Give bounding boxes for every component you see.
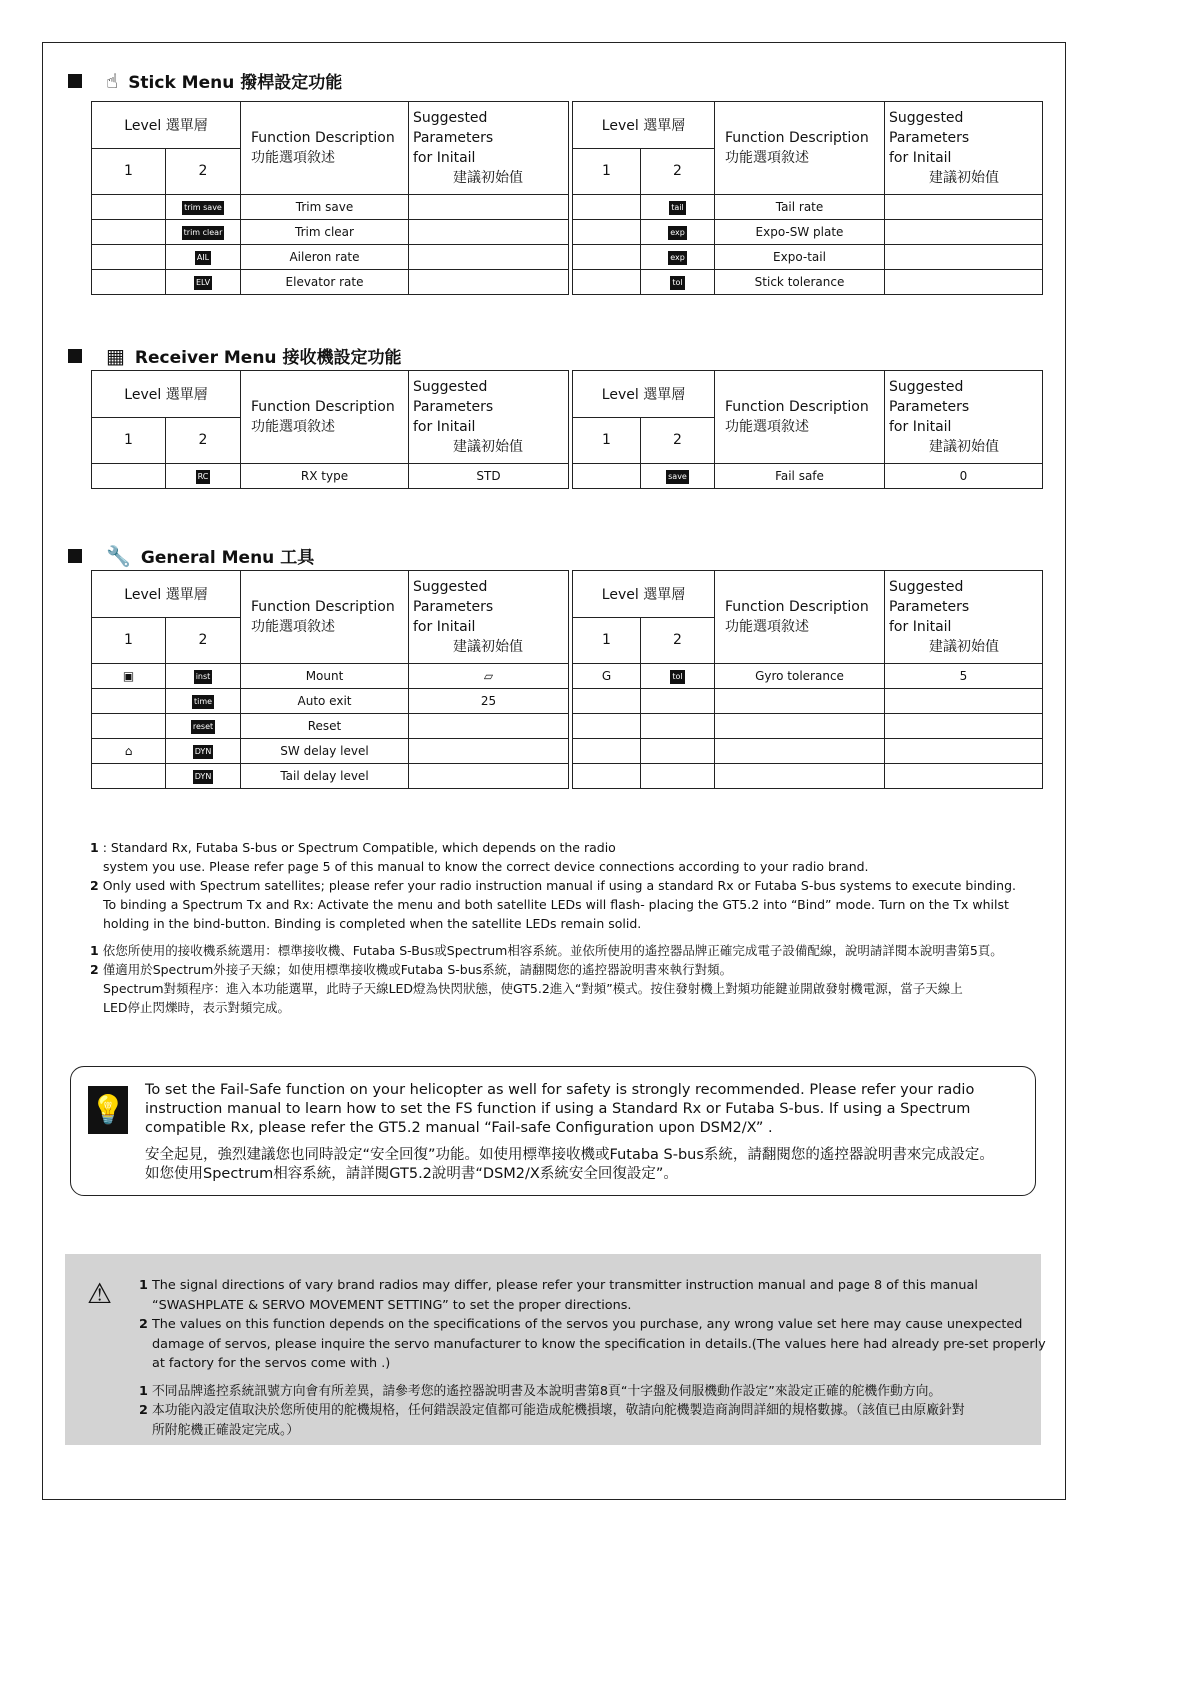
level-2-cell — [166, 245, 241, 270]
level-header: Level 選單層 — [92, 102, 241, 149]
general-left-table — [91, 570, 569, 789]
suggested-parameters-header — [885, 371, 1043, 464]
table-row — [573, 270, 1043, 295]
menu-icon: trim save — [182, 201, 224, 215]
function-name: Aileron rate — [241, 245, 409, 270]
table-row — [573, 195, 1043, 220]
desc-en: Function Description — [725, 599, 869, 615]
table-row — [92, 220, 569, 245]
function-name: Expo-SW plate — [715, 220, 885, 245]
suggested-parameters-header — [409, 371, 569, 464]
note-number: 1 — [90, 943, 99, 958]
parameter-value — [409, 245, 569, 270]
function-name — [715, 714, 885, 739]
function-description-header — [715, 571, 885, 664]
level-2-cell — [641, 464, 715, 489]
menu-icon: DYN — [193, 745, 214, 759]
level-header: Level 選單層 — [573, 102, 715, 149]
desc-en: Function Description — [251, 130, 395, 146]
note-line — [139, 1296, 1046, 1316]
parameter-value — [409, 270, 569, 295]
level-2-header: 2 — [641, 417, 715, 464]
par-en2: for Initail — [413, 419, 476, 435]
desc-en: Function Description — [251, 399, 395, 415]
note-line — [90, 876, 1050, 895]
parameter-value — [885, 220, 1043, 245]
table-row — [92, 689, 569, 714]
desc-cn: 功能選項敘述 — [251, 150, 335, 166]
parameter-value — [885, 714, 1043, 739]
par-en2: for Initail — [413, 619, 476, 635]
level-1-header: 1 — [92, 417, 166, 464]
table-row — [92, 764, 569, 789]
menu-icon: reset — [191, 720, 215, 734]
note-text: 依您所使用的接收機系統選用：標準接收機、Futaba S-Bus或Spectrum相容系統。並依所使用的遙控器品牌正確完成電子設備配線，說明請詳閱本說明書第5頁。 — [102, 943, 1003, 958]
bullet-square — [68, 349, 82, 363]
level-1-icon: G — [573, 664, 641, 689]
level-1-icon — [573, 464, 641, 489]
function-name: Elevator rate — [241, 270, 409, 295]
note-text: 本功能內設定值取決於您所使用的舵機規格，任何錯誤設定值都可能造成舵機損壞，敬請向舵機製造商詢問詳細的規格數據。（該值已由原廠針對 — [151, 1403, 965, 1418]
level-2-header: 2 — [641, 617, 715, 664]
note-line — [139, 1382, 1046, 1402]
menu-icon: ELV — [194, 276, 212, 290]
level-1-icon — [573, 195, 641, 220]
warning-box — [65, 1254, 1046, 1445]
note-number: 1 — [139, 1278, 148, 1293]
level-2-cell — [166, 220, 241, 245]
desc-en: Function Description — [725, 130, 869, 146]
par-en1: Suggested Parameters — [889, 579, 970, 615]
level-1-icon — [92, 220, 166, 245]
desc-cn: 功能選項敘述 — [725, 619, 809, 635]
level-1-icon: ▣ — [92, 664, 166, 689]
note-number: 2 — [139, 1317, 148, 1332]
level-2-cell — [166, 195, 241, 220]
par-cn: 建議初始值 — [929, 639, 999, 655]
note-text: Only used with Spectrum satellites; please refer your radio instruction manual if using a standard Rx or Futaba S-bus systems to execute binding. — [102, 878, 1016, 893]
level-header: Level 選單層 — [573, 571, 715, 618]
function-name: Tail rate — [715, 195, 885, 220]
receiver-menu-heading — [68, 343, 401, 368]
menu-icon: tail — [669, 201, 685, 215]
function-description-header — [715, 371, 885, 464]
function-name: SW delay level — [241, 739, 409, 764]
level-header: Level 選單層 — [92, 371, 241, 418]
section-title: General Menu 工具 — [140, 548, 315, 568]
function-name: Trim save — [241, 195, 409, 220]
stick-icon: ☝ — [106, 68, 119, 93]
receiver-icon: ▦ — [106, 343, 125, 368]
menu-icon: AIL — [195, 251, 211, 265]
level-1-icon — [573, 245, 641, 270]
note-text: holding in the bind-button. Binding is completed when the satellite LEDs remain solid. — [103, 916, 642, 931]
level-1-icon — [92, 764, 166, 789]
table-row — [92, 195, 569, 220]
level-2-header: 2 — [166, 417, 241, 464]
level-1-icon — [92, 464, 166, 489]
level-1-header: 1 — [92, 148, 166, 195]
general-menu-heading — [68, 543, 314, 568]
note-line — [90, 979, 1050, 998]
menu-icon: tol — [670, 670, 684, 684]
function-name: Fail safe — [715, 464, 885, 489]
level-1-icon — [573, 764, 641, 789]
parameter-value — [409, 220, 569, 245]
level-2-header: 2 — [641, 148, 715, 195]
suggested-parameters-header — [885, 571, 1043, 664]
parameter-value — [409, 195, 569, 220]
note-line — [139, 1315, 1046, 1335]
parameter-value: 0 — [885, 464, 1043, 489]
function-name: Tail delay level — [241, 764, 409, 789]
par-en2: for Initail — [889, 150, 952, 166]
table-row — [573, 464, 1043, 489]
note-text: The values on this function depends on the specifications of the servos you purchase, any wrong value set here may cause unexpected — [151, 1317, 1023, 1332]
section-title: Receiver Menu 接收機設定功能 — [134, 348, 402, 368]
suggested-parameters-header — [409, 102, 569, 195]
parameter-value — [409, 714, 569, 739]
level-1-header: 1 — [92, 617, 166, 664]
note-line — [90, 838, 1050, 857]
level-2-header: 2 — [166, 148, 241, 195]
desc-cn: 功能選項敘述 — [725, 150, 809, 166]
note-text: system you use. Please refer page 5 of this manual to know the correct device connections according to your radio brand. — [103, 859, 869, 874]
function-name: Trim clear — [241, 220, 409, 245]
level-1-icon — [92, 195, 166, 220]
parameter-value: STD — [409, 464, 569, 489]
par-en2: for Initail — [889, 419, 952, 435]
note-line — [90, 857, 1050, 876]
function-name: Mount — [241, 664, 409, 689]
parameter-value — [885, 270, 1043, 295]
level-2-cell — [166, 764, 241, 789]
note-text: : Standard Rx, Futaba S-bus or Spectrum Compatible, which depends on the radio — [102, 840, 616, 855]
suggested-parameters-header — [885, 102, 1043, 195]
table-row — [573, 714, 1043, 739]
note-line — [139, 1276, 1046, 1296]
note-line — [139, 1335, 1046, 1355]
warning-icon: ⚠ — [87, 1277, 113, 1310]
function-name — [715, 764, 885, 789]
suggested-parameters-header — [409, 571, 569, 664]
menu-icon: time — [192, 695, 214, 709]
footnotes — [90, 838, 1050, 1017]
function-name — [715, 739, 885, 764]
table-row — [92, 464, 569, 489]
table-row — [92, 245, 569, 270]
failsafe-line: To set the Fail-Safe function on your helicopter as well for safety is strongly recommended. Please refer your radio — [145, 1082, 975, 1098]
note-text: at factory for the servos come with .) — [152, 1356, 391, 1371]
level-1-icon — [573, 270, 641, 295]
level-2-cell — [166, 270, 241, 295]
level-2-cell — [641, 245, 715, 270]
note-number: 2 — [90, 878, 99, 893]
section-title: Stick Menu 撥桿設定功能 — [128, 73, 343, 93]
level-1-icon — [92, 714, 166, 739]
menu-icon: RC — [196, 470, 211, 484]
level-2-cell — [641, 689, 715, 714]
function-name: Reset — [241, 714, 409, 739]
note-line — [139, 1401, 1046, 1421]
note-text: 僅適用於Spectrum外接子天線；如使用標準接收機或Futaba S-bus系統，請翻閱您的遙控器說明書來執行對頻。 — [102, 962, 733, 977]
parameter-value: 5 — [885, 664, 1043, 689]
table-row — [573, 664, 1043, 689]
function-description-header — [241, 371, 409, 464]
menu-icon: exp — [668, 226, 687, 240]
level-2-cell — [166, 689, 241, 714]
stick-right-table — [572, 101, 1043, 295]
note-text: 不同品牌遙控系統訊號方向會有所差異，請參考您的遙控器說明書及本說明書第8頁“十字盤及伺服機動作設定”來設定正確的舵機作動方向。 — [151, 1383, 942, 1399]
lightbulb-icon: 💡 — [88, 1086, 128, 1134]
menu-icon: save — [666, 470, 689, 484]
menu-icon: tol — [670, 276, 684, 290]
desc-en: Function Description — [251, 599, 395, 615]
failsafe-line: 安全起見，強烈建議您也同時設定“安全回復”功能。如使用標準接收機或Futaba S-bus系統，請翻閱您的遙控器說明書來完成設定。 — [145, 1147, 994, 1163]
par-en2: for Initail — [413, 150, 476, 166]
note-text: damage of servos, please inquire the servo manufacturer to know the specification in details.(The values here had already pre-set properly — [152, 1336, 1046, 1352]
receiver-left-table — [91, 370, 569, 489]
par-cn: 建議初始值 — [453, 170, 523, 186]
failsafe-tip-box — [70, 1066, 1036, 1196]
table-row — [92, 714, 569, 739]
function-description-header — [241, 102, 409, 195]
parameter-value — [885, 764, 1043, 789]
level-1-icon: ⌂ — [92, 739, 166, 764]
note-number: 2 — [139, 1403, 148, 1418]
parameter-value — [409, 739, 569, 764]
level-2-cell — [166, 664, 241, 689]
note-text: “SWASHPLATE & SERVO MOVEMENT SETTING” to set the proper directions. — [152, 1297, 632, 1313]
menu-icon: trim clear — [182, 226, 225, 240]
par-en2: for Initail — [889, 619, 952, 635]
table-row — [573, 245, 1043, 270]
level-2-cell — [641, 714, 715, 739]
parameter-value: 25 — [409, 689, 569, 714]
function-description-header — [715, 102, 885, 195]
level-1-header: 1 — [573, 417, 641, 464]
function-name: Auto exit — [241, 689, 409, 714]
table-row — [573, 739, 1043, 764]
par-en1: Suggested Parameters — [889, 379, 970, 415]
parameter-value — [409, 764, 569, 789]
par-en1: Suggested Parameters — [413, 379, 494, 415]
menu-icon: inst — [194, 670, 213, 684]
note-number: 2 — [90, 962, 99, 977]
parameter-value — [885, 689, 1043, 714]
level-1-icon — [92, 270, 166, 295]
level-1-icon — [92, 689, 166, 714]
level-2-cell — [641, 220, 715, 245]
wrench-icon: 🔧 — [106, 543, 131, 568]
level-2-cell — [166, 464, 241, 489]
note-text: To binding a Spectrum Tx and Rx: Activate the menu and both satellite LEDs will flash- placing the GT5.2 into “Bind” mode. Turn on the Tx whilst — [103, 897, 1009, 912]
parameter-value — [885, 245, 1043, 270]
parameter-value — [885, 195, 1043, 220]
bullet-square — [68, 549, 82, 563]
note-text: Spectrum對頻程序：進入本功能選單，此時子天線LED燈為快閃狀態，使GT5.2進入“對頻”模式。按住發射機上對頻功能鍵並開啟發射機電源，當子天線上 — [103, 981, 963, 996]
level-1-icon — [92, 245, 166, 270]
level-1-icon — [573, 689, 641, 714]
table-row — [573, 689, 1043, 714]
function-name: Expo-tail — [715, 245, 885, 270]
note-line — [90, 998, 1050, 1017]
level-2-cell — [641, 739, 715, 764]
par-en1: Suggested Parameters — [413, 579, 494, 615]
note-number: 1 — [90, 840, 99, 855]
menu-icon: DYN — [193, 770, 214, 784]
level-1-header: 1 — [573, 148, 641, 195]
par-cn: 建議初始值 — [929, 439, 999, 455]
level-2-cell — [641, 664, 715, 689]
failsafe-line: 如您使用Spectrum相容系統，請詳閱GT5.2說明書“DSM2/X系統安全回復設定”。 — [145, 1166, 678, 1182]
par-cn: 建議初始值 — [453, 439, 523, 455]
level-2-cell — [641, 195, 715, 220]
function-name: RX type — [241, 464, 409, 489]
par-en1: Suggested Parameters — [413, 110, 494, 146]
level-2-cell — [166, 739, 241, 764]
note-line — [90, 895, 1050, 914]
receiver-right-table — [572, 370, 1043, 489]
note-text: 所附舵機正確設定完成。） — [152, 1422, 300, 1438]
level-2-cell — [166, 714, 241, 739]
table-row — [573, 764, 1043, 789]
function-name — [715, 689, 885, 714]
table-row — [92, 739, 569, 764]
note-line — [90, 941, 1050, 960]
desc-cn: 功能選項敘述 — [725, 419, 809, 435]
function-name: Gyro tolerance — [715, 664, 885, 689]
general-right-table — [572, 570, 1043, 789]
failsafe-line: instruction manual to learn how to set the FS function if using a Standard Rx or Futaba S-bus. If using a Spectrum — [145, 1101, 971, 1117]
note-text: LED停止閃爍時，表示對頻完成。 — [103, 1000, 290, 1015]
level-header: Level 選單層 — [92, 571, 241, 618]
level-1-icon — [573, 220, 641, 245]
note-line — [139, 1354, 1046, 1374]
level-2-header: 2 — [166, 617, 241, 664]
level-2-cell — [641, 764, 715, 789]
note-text: The signal directions of vary brand radios may differ, please refer your transmitter instruction manual and page 8 of this manual — [151, 1278, 978, 1293]
table-row — [92, 664, 569, 689]
function-description-header — [241, 571, 409, 664]
note-line — [90, 960, 1050, 979]
desc-cn: 功能選項敘述 — [251, 419, 335, 435]
note-line — [139, 1421, 1046, 1441]
failsafe-line: compatible Rx, please refer the GT5.2 manual “Fail-safe Configuration upon DSM2/X” . — [145, 1120, 773, 1136]
bullet-square — [68, 74, 82, 88]
table-row — [92, 270, 569, 295]
parameter-value — [885, 739, 1043, 764]
par-cn: 建議初始值 — [929, 170, 999, 186]
level-1-icon — [573, 714, 641, 739]
level-1-icon — [573, 739, 641, 764]
par-cn: 建議初始值 — [453, 639, 523, 655]
parameter-value: ▱ — [409, 664, 569, 689]
par-en1: Suggested Parameters — [889, 110, 970, 146]
table-row — [573, 220, 1043, 245]
level-1-header: 1 — [573, 617, 641, 664]
desc-en: Function Description — [725, 399, 869, 415]
note-number: 1 — [139, 1383, 148, 1399]
level-2-cell — [641, 270, 715, 295]
function-name: Stick tolerance — [715, 270, 885, 295]
stick-left-table — [91, 101, 569, 295]
level-header: Level 選單層 — [573, 371, 715, 418]
desc-cn: 功能選項敘述 — [251, 619, 335, 635]
stick-menu-heading — [68, 68, 342, 93]
menu-icon: exp — [668, 251, 687, 265]
note-line — [90, 914, 1050, 933]
